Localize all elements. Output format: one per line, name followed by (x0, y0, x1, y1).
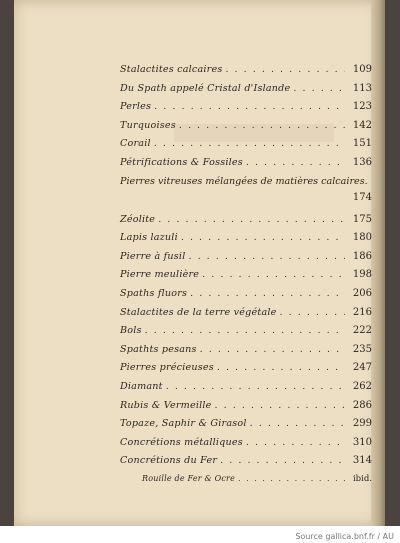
toc-entry (120, 455, 372, 474)
toc-entry-title: Pierre à fusil (120, 250, 186, 262)
toc-entry-title: Topaze, Saphir & Girasol (120, 418, 247, 430)
toc-entry (120, 138, 372, 157)
toc-entry (120, 101, 372, 120)
toc-entry-page: 299 (352, 418, 372, 430)
toc-entry-page: 235 (352, 343, 372, 355)
toc-entry-page: 262 (352, 380, 372, 392)
toc-entry-page: 113 (352, 82, 372, 94)
toc-entry-title: Zéolite (120, 213, 156, 225)
toc-leader-dots (190, 288, 345, 299)
toc-entry-page: 198 (352, 269, 372, 281)
toc-leader-dots (154, 138, 345, 149)
toc-entry-page: 247 (352, 362, 372, 374)
toc-entry-title: Pierres précieuses (120, 362, 214, 374)
toc-entry-page: 310 (352, 436, 372, 448)
toc-entry-title: Rubis & Vermeille (120, 399, 212, 411)
toc-leader-dots (215, 400, 345, 411)
toc-entry-title: Rouille de Fer & Ocre (142, 473, 236, 483)
toc-entry-title: Spaths fluors (120, 287, 188, 299)
toc-entry-title: Pétrifications & Fossiles (120, 156, 243, 168)
source-credit: Source gallica.bnf.fr / AU (295, 532, 394, 541)
toc-entry (120, 214, 372, 233)
toc-entry (120, 474, 372, 493)
toc-entry-title: Perles (120, 101, 152, 113)
toc-leader-dots (188, 251, 345, 262)
toc-entry (120, 176, 372, 214)
table-of-contents (120, 64, 372, 492)
toc-leader-dots (179, 120, 345, 131)
toc-leader-dots (166, 381, 345, 392)
toc-entry-title: Concrétions du Fer (120, 455, 218, 467)
toc-leader-dots (220, 455, 345, 466)
toc-entry-page: 123 (352, 101, 372, 113)
toc-entry-page: 314 (352, 455, 372, 467)
toc-entry-page: 109 (352, 64, 372, 75)
viewer-footer (0, 526, 400, 543)
toc-leader-dots (250, 418, 345, 429)
toc-entry (120, 269, 372, 288)
toc-leader-dots (217, 362, 345, 373)
toc-entry-title: Diamant (120, 380, 163, 392)
toc-entry-title: Turquoises (120, 119, 176, 131)
scanned-page (14, 0, 385, 526)
toc-entry-page: 142 (352, 119, 372, 131)
toc-entry (120, 362, 372, 381)
toc-leader-dots (293, 83, 345, 94)
toc-entry-title: Spathts pesans (120, 343, 197, 355)
toc-entry (120, 381, 372, 400)
toc-entry (120, 120, 372, 139)
toc-entry-title: Stalactites calcaires (120, 64, 223, 75)
toc-entry (120, 437, 372, 456)
toc-entry (120, 64, 372, 83)
toc-entry-page: ibid. (352, 473, 372, 484)
toc-entry (120, 251, 372, 270)
page-binding (371, 0, 385, 526)
toc-leader-dots (238, 474, 345, 483)
toc-entry-title: Bols (120, 325, 142, 337)
toc-leader-dots (246, 437, 345, 448)
toc-entry-page: 175 (352, 213, 372, 225)
toc-leader-dots (181, 232, 345, 243)
toc-leader-dots (154, 101, 345, 112)
toc-entry-page: 206 (352, 287, 372, 299)
toc-leader-dots (225, 64, 345, 75)
toc-leader-dots (280, 307, 345, 318)
toc-leader-dots (145, 325, 345, 336)
toc-entry-title: Pierre meulière (120, 269, 200, 281)
toc-entry (120, 307, 372, 326)
toc-entry (120, 232, 372, 251)
toc-leader-dots (158, 214, 345, 225)
toc-entry-title: Concrétions métalliques (120, 436, 243, 448)
toc-entry (120, 288, 372, 307)
toc-entry-page: 286 (352, 399, 372, 411)
toc-entry (120, 83, 372, 102)
toc-entry-page: 216 (352, 306, 372, 318)
toc-entry (120, 157, 372, 176)
toc-entry-title: Du Spath appelé Cristal d'Islande (120, 82, 291, 94)
toc-entry-title: Pierres vitreuses mélangées de matières calcaires. (120, 175, 368, 187)
toc-entry (120, 344, 372, 363)
toc-entry-page: 180 (352, 232, 372, 244)
toc-leader-dots (202, 269, 345, 280)
toc-entry-title: Corail (120, 138, 151, 150)
toc-leader-dots (200, 344, 345, 355)
toc-entry-title: Stalactites de la terre végétale (120, 306, 277, 318)
toc-entry-page: 151 (352, 138, 372, 150)
toc-entry (120, 325, 372, 344)
toc-entry-page: 222 (352, 325, 372, 337)
toc-entry-title: Lapis lazuli (120, 232, 178, 244)
toc-entry-page: 136 (352, 156, 372, 168)
toc-leader-dots (246, 157, 345, 168)
toc-entry-page: 186 (352, 250, 372, 262)
toc-entry-page: 174 (352, 191, 372, 203)
toc-entry (120, 418, 372, 437)
toc-entry (120, 400, 372, 419)
